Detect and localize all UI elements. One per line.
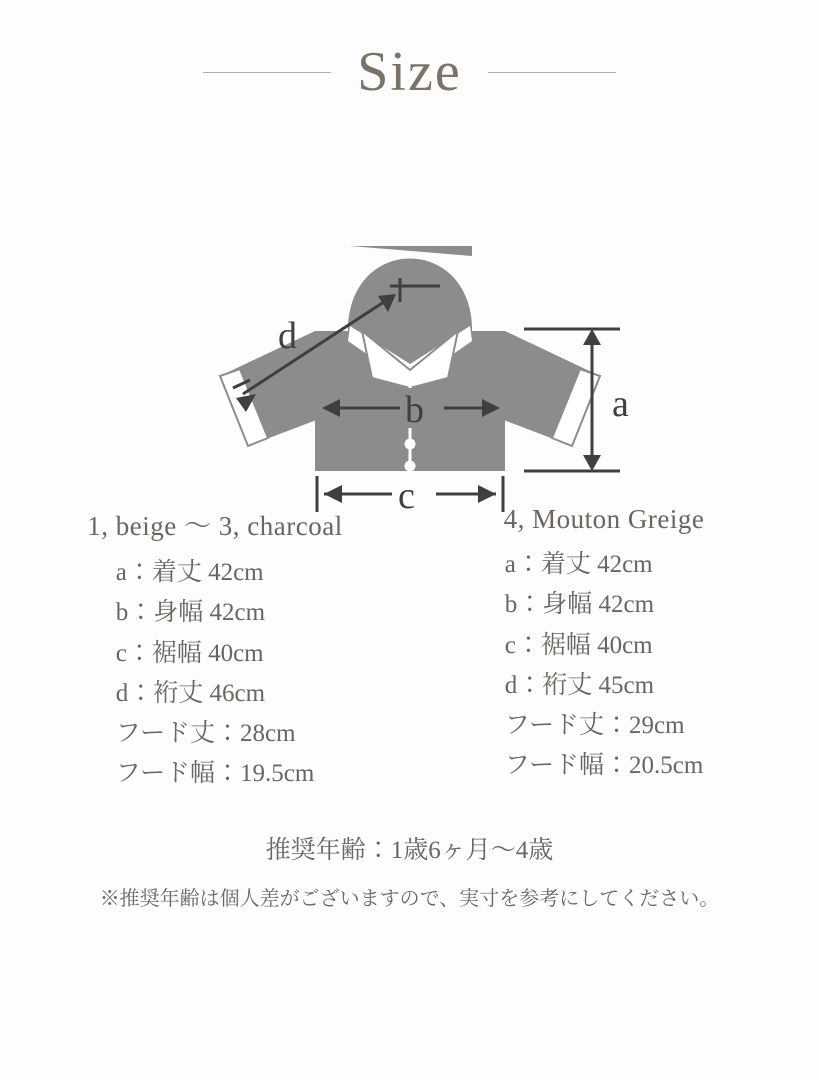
measurement-line: b：身幅 42cm xyxy=(504,591,655,619)
title-rule-right xyxy=(488,72,616,73)
measurement-line: b：身幅 42cm xyxy=(115,599,266,627)
page-title-block xyxy=(0,41,819,103)
label-a: a xyxy=(611,383,629,425)
measurement-line: フード丈：29cm xyxy=(504,712,685,739)
measurement-line: a：着丈 42cm xyxy=(504,551,653,578)
hood-shape xyxy=(348,259,472,342)
title-rule-left xyxy=(203,72,331,73)
label-d: d xyxy=(277,315,297,357)
recommended-age: 推奨年齢：1歳6ヶ月〜4歳 xyxy=(265,836,554,864)
column-title: 1, beige 〜 3, charcoal xyxy=(87,511,343,541)
measurement-line: フード幅：19.5cm xyxy=(115,760,315,788)
measurement-line: d：裄丈 46cm xyxy=(115,679,266,707)
disclaimer-note: ※推奨年齢は個人差がございますので、実寸を参考にしてください。 xyxy=(99,887,720,910)
column-measurements xyxy=(116,557,315,790)
measurement-line: c：裾幅 40cm xyxy=(504,631,653,659)
measurement-line: a：着丈 42cm xyxy=(115,559,264,586)
measurement-line: フード幅：20.5cm xyxy=(504,752,704,780)
measurement-line: d：裄丈 45cm xyxy=(504,671,655,699)
size-columns xyxy=(0,504,819,790)
measurement-line: c：裾幅 40cm xyxy=(115,639,264,667)
column-title: 4, Mouton Greige xyxy=(503,504,705,534)
label-b: b xyxy=(404,389,424,431)
garment-diagram xyxy=(100,126,720,517)
size-column-2 xyxy=(432,504,777,790)
size-column-1 xyxy=(43,504,388,790)
column-measurements xyxy=(505,549,704,782)
page-title: Size xyxy=(357,41,462,103)
label-c: c xyxy=(397,475,415,517)
footer xyxy=(0,830,819,911)
measurement-line: フード丈：28cm xyxy=(115,720,296,747)
